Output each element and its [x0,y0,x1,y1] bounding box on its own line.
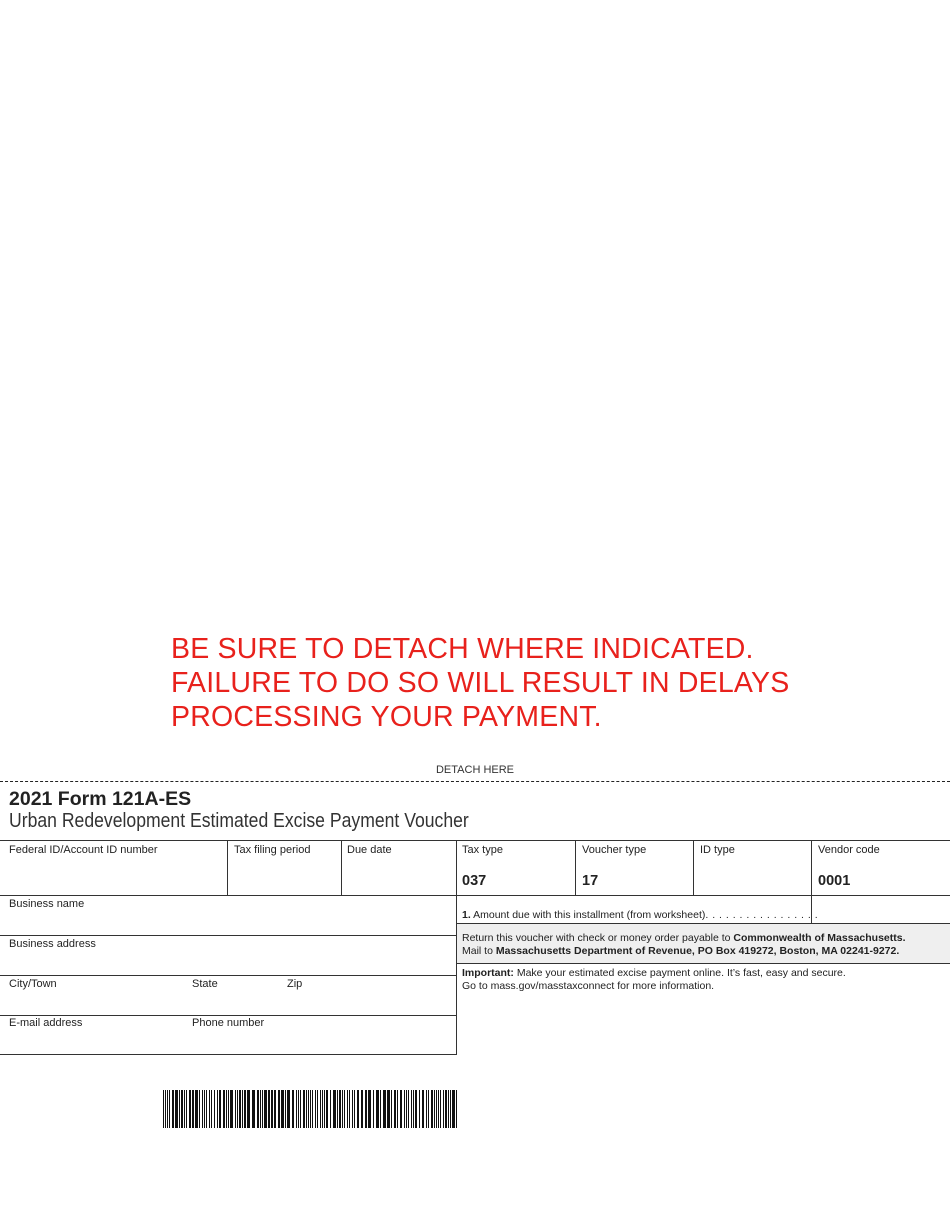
barcode-bar-45 [296,1090,297,1128]
barcode-bar-13 [199,1090,200,1128]
row-divider-2 [0,935,456,936]
barcode-bar-71 [365,1090,367,1128]
barcode-bar-47 [300,1090,301,1128]
barcode-bar-56 [322,1090,323,1128]
barcode-bar-93 [434,1090,435,1128]
barcode-bar-17 [209,1090,210,1128]
mail-prefix: Mail to [462,945,496,957]
barcode-bar-3 [169,1090,170,1128]
barcode-bar-24 [228,1090,229,1128]
return-instruction [462,932,906,945]
barcode-bar-85 [411,1090,412,1128]
barcode-bar-64 [344,1090,345,1128]
city-town-label: City/Town [9,978,57,990]
warning-line-2: FAILURE TO DO SO WILL RESULT IN DELAYS [171,667,790,699]
barcode-bar-73 [373,1090,374,1128]
barcode-bar-20 [217,1090,218,1128]
id-type-label: ID type [700,844,735,856]
detach-here-label: DETACH HERE [435,764,515,776]
barcode-bar-87 [415,1090,417,1128]
important-text: Make your estimated excise payment online. It’s fast, easy and secure. [513,967,846,979]
barcode-bar-76 [383,1090,386,1128]
barcode-bar-18 [211,1090,212,1128]
col-divider-2 [341,840,342,895]
barcode-bar-101 [452,1090,455,1128]
barcode-bar-9 [186,1090,187,1128]
barcode-bar-44 [292,1090,294,1128]
barcode-bar-57 [324,1090,325,1128]
barcode-bar-30 [244,1090,246,1128]
vendor-code-label: Vendor code [818,844,880,856]
business-address-label: Business address [9,938,96,950]
barcode-bar-25 [230,1090,233,1128]
barcode-bar-91 [428,1090,429,1128]
barcode-bar-36 [264,1090,267,1128]
barcode-bar-100 [450,1090,451,1128]
voucher-type-label: Voucher type [582,844,647,856]
barcode-bar-23 [226,1090,227,1128]
barcode-bar-46 [298,1090,299,1128]
federal-id-label: Federal ID/Account ID number [9,844,158,856]
row-divider-4 [0,1015,456,1016]
tax-filing-period-label: Tax filing period [234,844,311,856]
barcode-bar-4 [172,1090,174,1128]
barcode-bar-11 [192,1090,194,1128]
barcode-bar-40 [278,1090,280,1128]
col-divider-3 [575,840,576,895]
barcode-bar-97 [443,1090,444,1128]
row-divider-3 [0,975,456,976]
barcode-bar-96 [440,1090,441,1128]
top-row-border [0,840,950,841]
barcode-bar-63 [342,1090,343,1128]
barcode-bar-37 [268,1090,270,1128]
barcode-bar-10 [189,1090,191,1128]
important-label: Important: [462,967,514,979]
detach-warning [171,632,871,734]
barcode-bar-6 [179,1090,180,1128]
barcode-bar-35 [262,1090,263,1128]
barcode-bar-102 [456,1090,457,1128]
form-subtitle: Urban Redevelopment Estimated Excise Payment Voucher [9,810,469,832]
barcode-bar-90 [426,1090,427,1128]
barcode-bar-14 [202,1090,203,1128]
barcode-bar-84 [408,1090,409,1128]
barcode-bar-21 [219,1090,221,1128]
barcode-bar-5 [175,1090,178,1128]
barcode-bar-59 [330,1090,331,1128]
barcode-bar-39 [274,1090,276,1128]
barcode-bar-82 [404,1090,405,1128]
barcode-bar-19 [214,1090,215,1128]
barcode-bar-42 [285,1090,286,1128]
barcode-bar-99 [448,1090,449,1128]
barcode-bar-95 [438,1090,439,1128]
barcode-bar-33 [257,1090,259,1128]
return-prefix: Return this voucher with check or money order payable to [462,932,734,944]
amount-due-label: Amount due with this installment (from worksheet) [473,909,706,921]
barcode-bar-48 [303,1090,305,1128]
row-divider-1 [0,895,950,896]
barcode-bar-52 [312,1090,313,1128]
barcode-bar-15 [204,1090,205,1128]
barcode-bar-94 [436,1090,437,1128]
right-divider-2 [456,963,950,964]
tax-type-value: 037 [462,873,487,889]
barcode-bar-86 [413,1090,414,1128]
mail-address: Massachusetts Department of Revenue, PO Box 419272, Boston, MA 02241-9272. [495,945,900,957]
warning-line-3: PROCESSING YOUR PAYMENT. [171,701,602,733]
amount-line-number: 1. [462,909,471,921]
voucher-type-value: 17 [582,873,599,889]
barcode-bar-49 [306,1090,307,1128]
barcode-bar-41 [281,1090,284,1128]
barcode-bar-31 [247,1090,250,1128]
barcode-bar-29 [242,1090,243,1128]
vendor-code-value: 0001 [818,873,851,889]
barcode-bar-61 [337,1090,338,1128]
barcode-bar-79 [394,1090,396,1128]
barcode-bar-68 [354,1090,355,1128]
barcode-bar-34 [260,1090,261,1128]
warning-line-1: BE SURE TO DETACH WHERE INDICATED. [171,633,754,665]
barcode-bar-67 [352,1090,353,1128]
barcode-bar-89 [422,1090,424,1128]
barcode-bar-60 [333,1090,336,1128]
barcode-bar-70 [361,1090,363,1128]
barcode-bar-92 [431,1090,433,1128]
barcode-bar-74 [376,1090,379,1128]
barcode-image [163,1090,459,1128]
barcode-bar-28 [239,1090,241,1128]
barcode-bar-88 [419,1090,420,1128]
barcode-bar-22 [223,1090,225,1128]
barcode-bar-72 [368,1090,371,1128]
barcode-bar-7 [181,1090,183,1128]
barcode-bar-8 [184,1090,185,1128]
row-divider-bottom [0,1054,457,1055]
phone-number-label: Phone number [192,1017,265,1029]
barcode-bar-65 [347,1090,348,1128]
mail-instruction [462,945,899,958]
barcode-bar-69 [357,1090,359,1128]
barcode-bar-78 [391,1090,392,1128]
barcode-bar-1 [165,1090,166,1128]
barcode-bar-55 [320,1090,321,1128]
barcode-bar-50 [308,1090,309,1128]
amount-due-line [462,909,818,922]
col-divider-4 [693,840,694,895]
barcode-bar-83 [406,1090,407,1128]
important-notice [462,967,846,980]
barcode-bar-12 [195,1090,198,1128]
barcode-bar-27 [237,1090,238,1128]
due-date-label: Due date [347,844,392,856]
barcode-bar-54 [317,1090,318,1128]
barcode-bar-58 [326,1090,328,1128]
email-address-label: E-mail address [9,1017,83,1029]
barcode-bar-38 [271,1090,273,1128]
barcode-bar-75 [380,1090,381,1128]
barcode-bar-98 [445,1090,447,1128]
barcode-bar-51 [310,1090,311,1128]
form-title: 2021 Form 121A-ES [9,788,192,810]
amount-leader-dots: . . . . . . . . . . . . . . . . . [705,909,819,921]
barcode-bar-77 [387,1090,390,1128]
barcode-bar-2 [167,1090,168,1128]
barcode-bar-16 [206,1090,207,1128]
zip-label: Zip [287,978,303,990]
barcode-bar-80 [397,1090,398,1128]
col-divider-1 [227,840,228,895]
barcode-bar-43 [287,1090,290,1128]
goto-notice: Go to mass.gov/masstaxconnect for more information. [462,980,715,992]
barcode-bar-0 [163,1090,164,1128]
detach-cut-line [0,781,950,782]
business-name-label: Business name [9,898,85,910]
barcode-bar-66 [349,1090,350,1128]
barcode-bar-32 [252,1090,255,1128]
tax-type-label: Tax type [462,844,503,856]
barcode-bar-62 [339,1090,341,1128]
payee-name: Commonwealth of Massachusetts. [733,932,906,944]
state-label: State [192,978,218,990]
barcode-bar-26 [235,1090,236,1128]
barcode-bar-53 [315,1090,316,1128]
barcode-bar-81 [400,1090,402,1128]
